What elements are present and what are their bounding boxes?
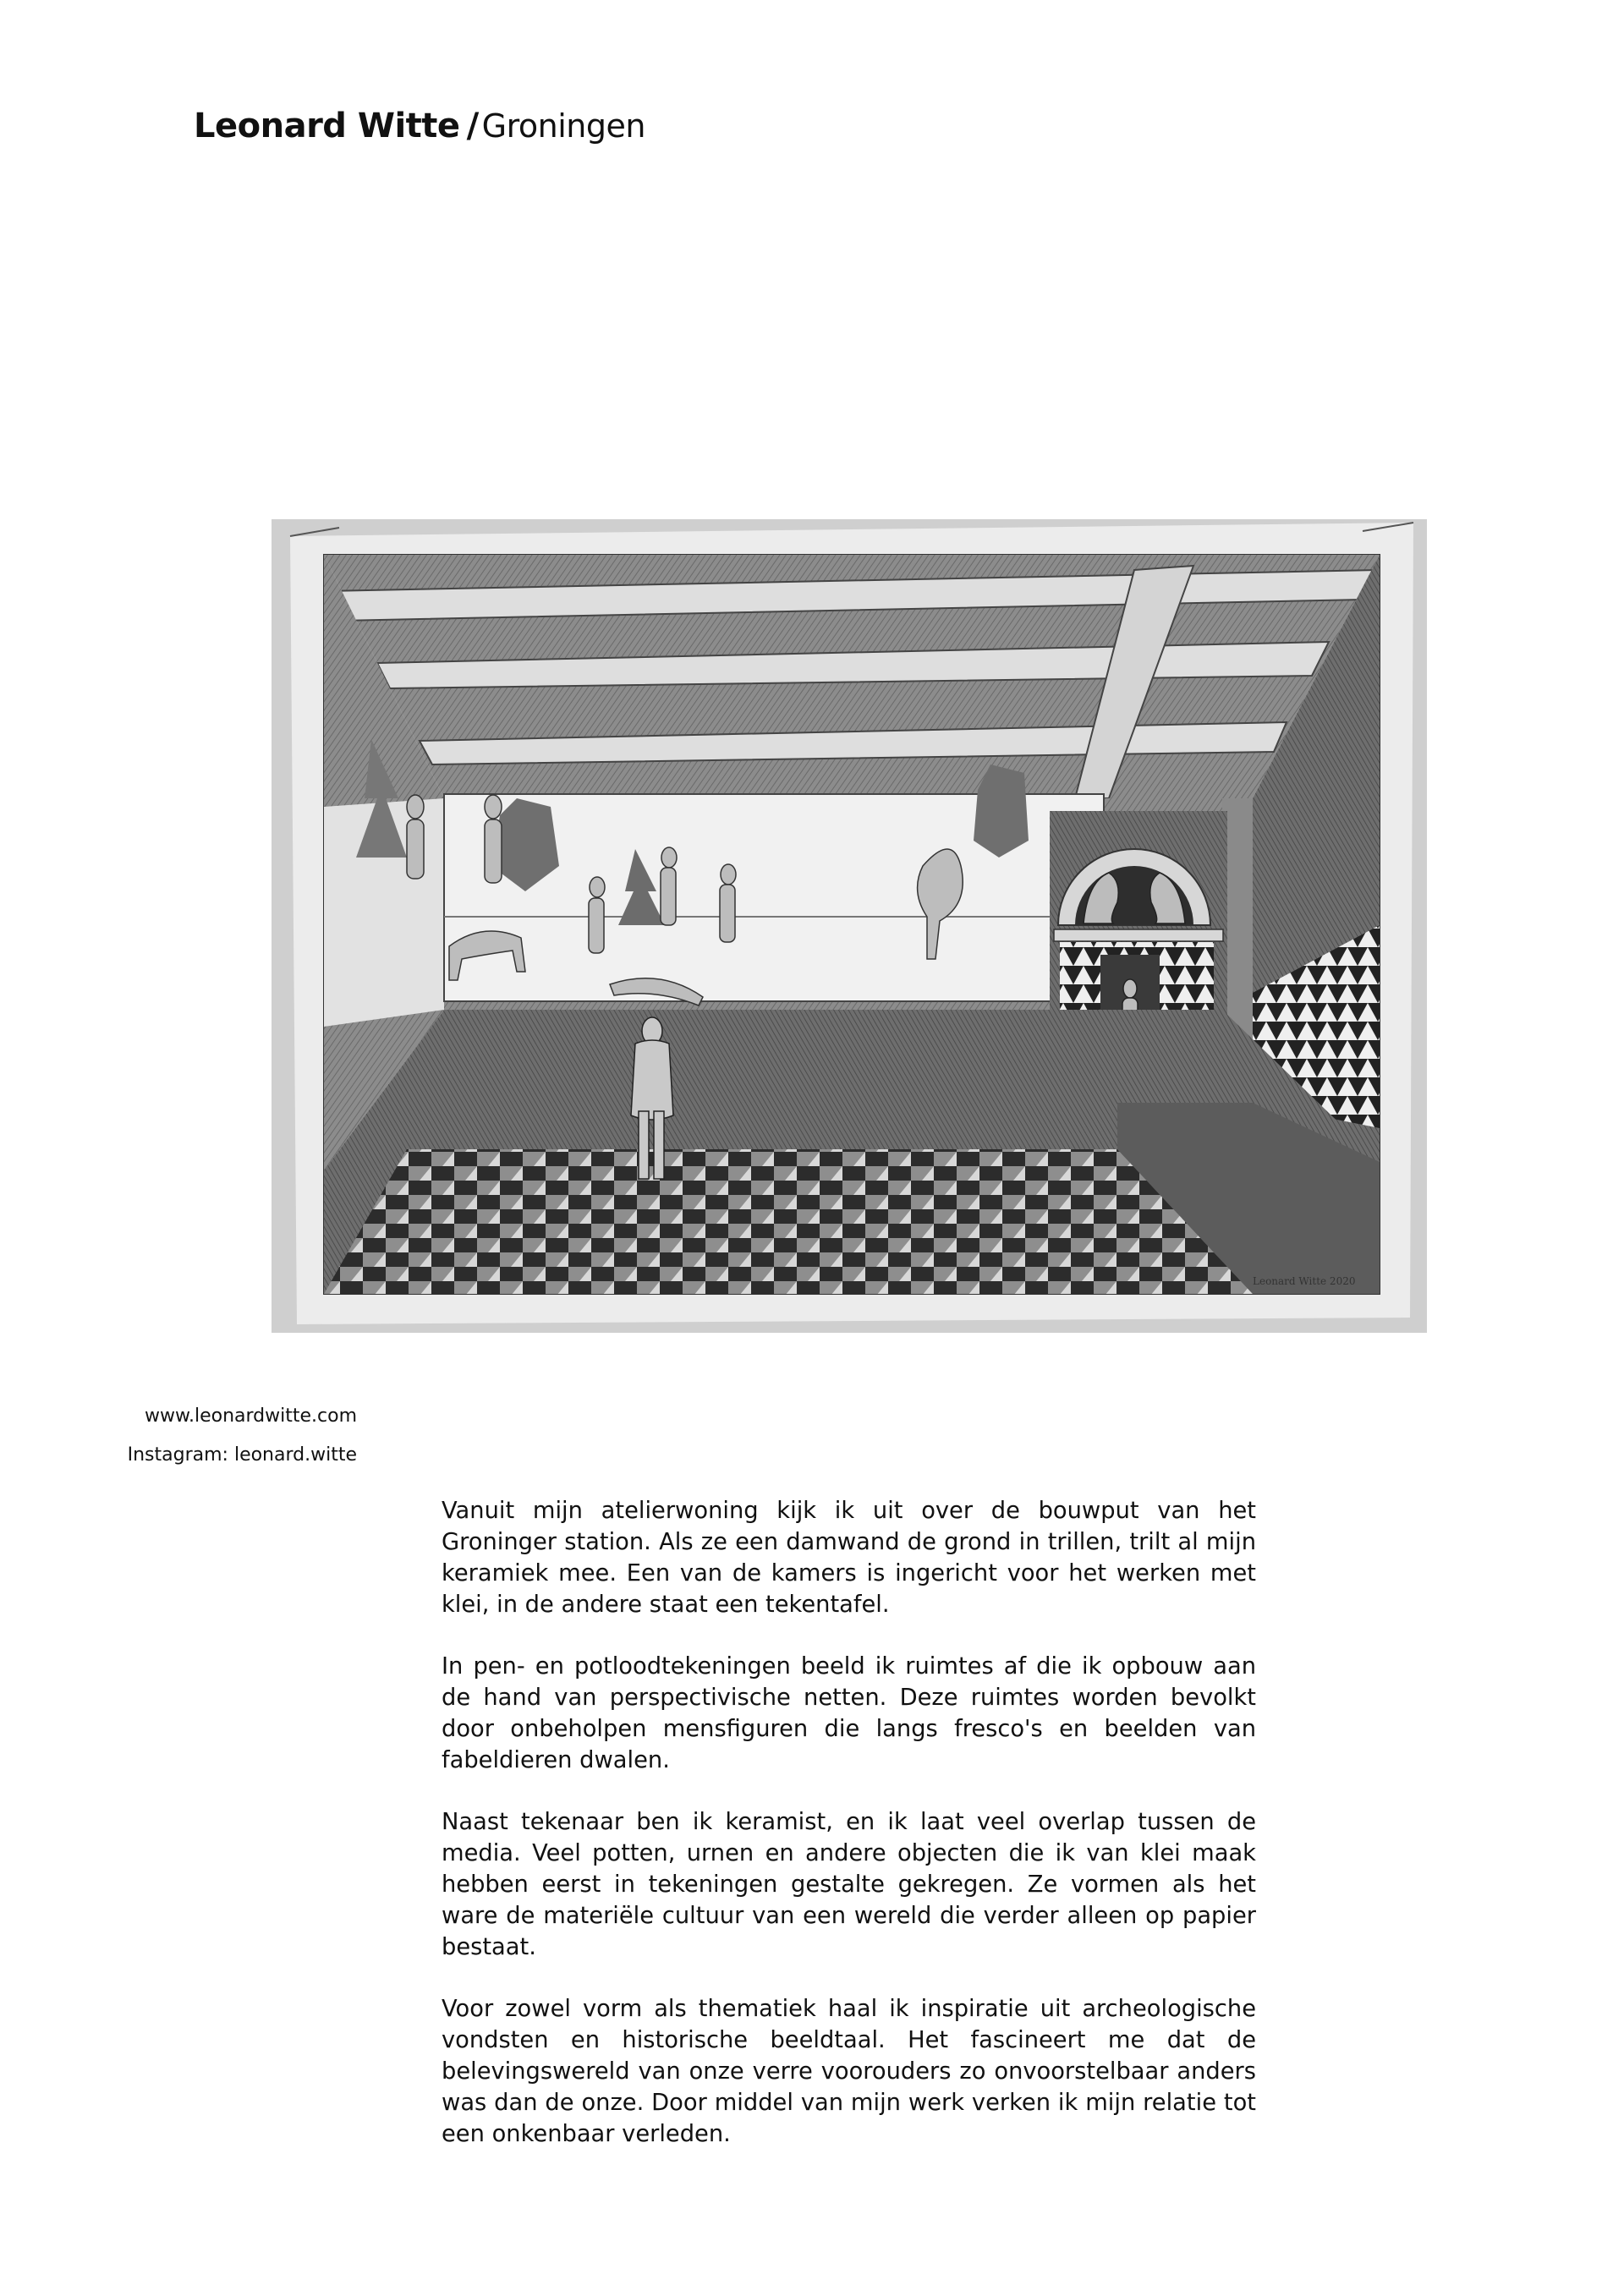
website-link[interactable]: www.leonardwitte.com [145,1406,357,1427]
artist-city: Groningen [481,107,645,145]
statement-paragraph: Voor zowel vorm als thematiek haal ik inspiratie uit archeologische vondsten en historische beeldtaal. Het fascineert me dat de belevingswereld van onze verre voorouders zo onvoorstelbaar anders was dan de onze. Door middel van mijn werk verken ik mijn relatie tot een onkenbaar verleden. [442,1996,1256,2147]
artist-statement [442,1495,1256,2180]
instagram-link[interactable]: Instagram: leonard.witte [127,1444,357,1466]
artwork-signature: Leonard Witte 2020 [1253,1275,1356,1287]
statement-paragraph: Vanuit mijn atelierwoning kijk ik uit over de bouwput van het Groninger station. Als ze een damwand de grond in trillen, trilt al mijn keramiek mee. Een van de kamers is ingericht voor het werken met klei, in de andere staat een tekentafel. [442,1498,1256,1618]
artwork-drawing [272,519,1427,1333]
artist-name: Leonard Witte [194,107,460,145]
statement-paragraph: In pen- en potloodtekeningen beeld ik ruimtes af die ik opbouw aan de hand van perspectivische netten. Deze ruimtes worden bevolkt door onbeholpen mensfiguren die langs fresco's en beelden van fabeldieren dwalen. [442,1653,1256,1773]
title-separator: / [466,107,479,145]
contact-links [127,1397,357,1475]
page-title [194,107,645,145]
statement-paragraph: Naast tekenaar ben ik keramist, en ik laat veel overlap tussen de media. Veel potten, urnen en andere objecten die ik van klei maak hebben eerst in tekeningen gestalte gekregen. Ze vormen als het ware de materiële cultuur van een wereld die verder alleen op papier bestaat. [442,1809,1256,1960]
